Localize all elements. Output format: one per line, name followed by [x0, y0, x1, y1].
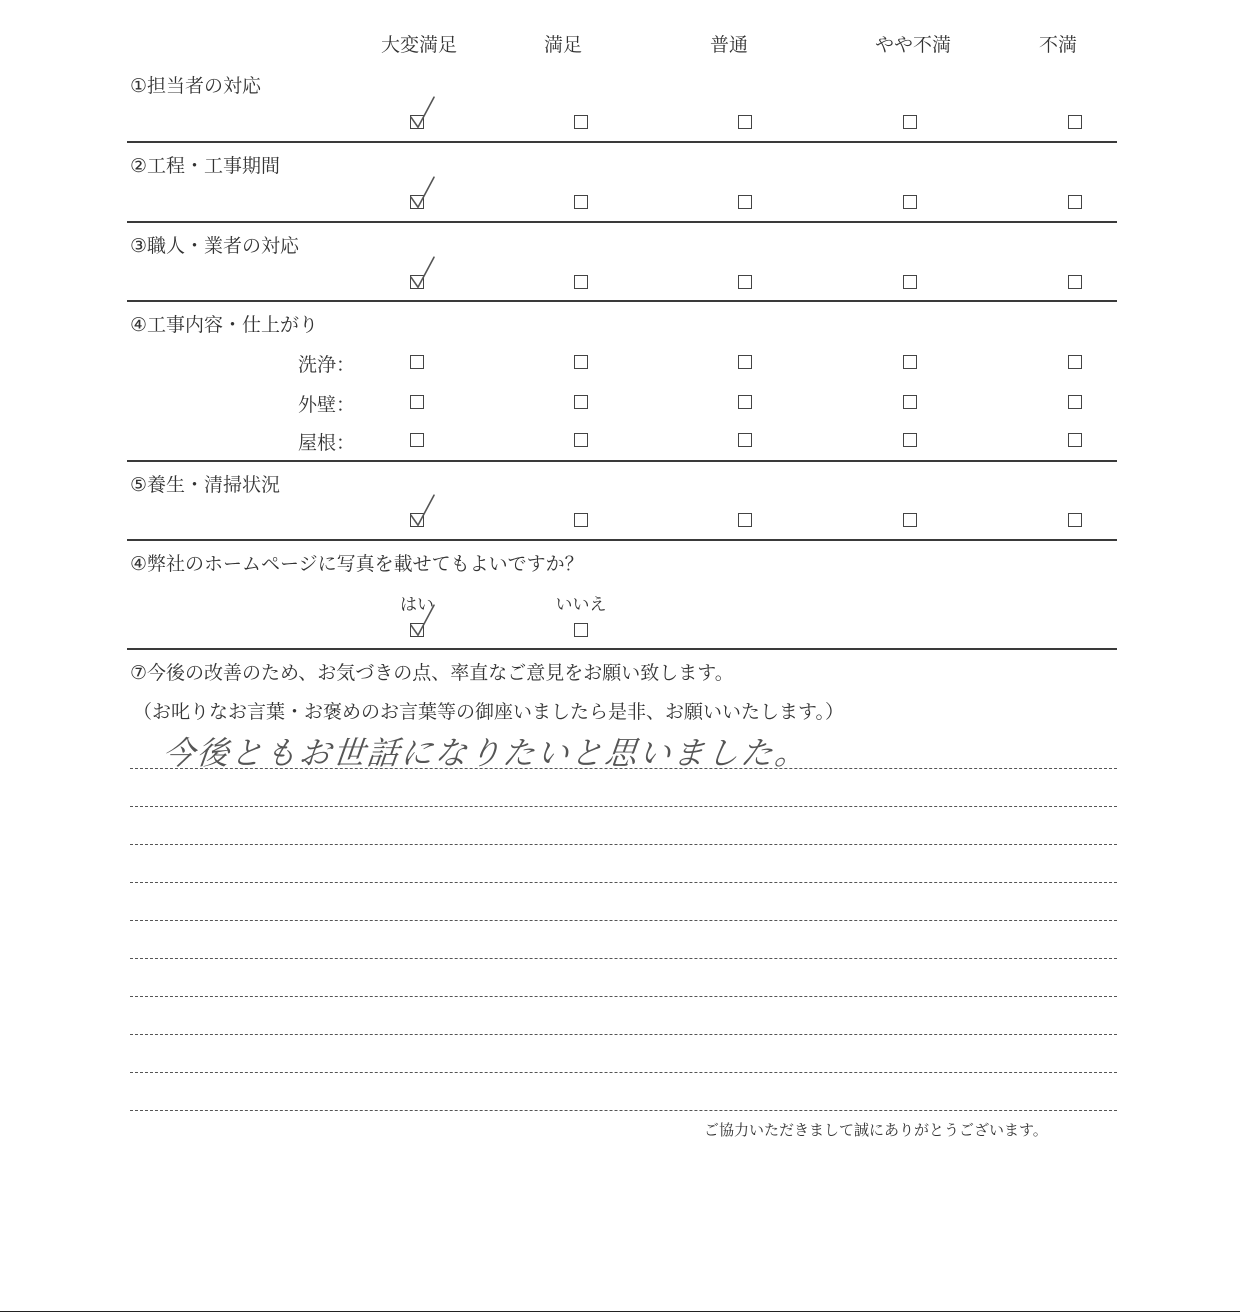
rating-checkbox[interactable]: [903, 433, 917, 447]
rating-checkbox[interactable]: [574, 275, 588, 289]
section-2-title: ②工程・工事期間: [130, 155, 281, 177]
rating-checkbox[interactable]: [903, 115, 917, 129]
answer-line: [130, 844, 1117, 845]
rating-checkbox[interactable]: [1068, 513, 1082, 527]
header-very-satisfied: 大変満足: [380, 34, 458, 56]
rating-checkbox[interactable]: [903, 395, 917, 409]
rating-checkbox[interactable]: [903, 195, 917, 209]
option-no-checkbox[interactable]: [574, 623, 588, 637]
rating-checkbox[interactable]: [410, 195, 424, 209]
page-bottom-edge: [0, 1311, 1240, 1312]
rating-checkbox[interactable]: [574, 433, 588, 447]
section-7-title: ⑦今後の改善のため、お気づきの点、率直なご意見をお願い致します。: [130, 662, 734, 684]
answer-line: [130, 882, 1117, 883]
section-1-title: ①担当者の対応: [130, 75, 262, 97]
rating-checkbox[interactable]: [738, 195, 752, 209]
rating-checkbox[interactable]: [410, 115, 424, 129]
option-yes-label: はい: [400, 595, 434, 615]
rating-checkbox[interactable]: [903, 355, 917, 369]
answer-line: [130, 996, 1117, 997]
rating-checkbox[interactable]: [738, 275, 752, 289]
answer-line: [130, 920, 1117, 921]
item-label-washing: 洗浄：: [297, 354, 355, 376]
rating-checkbox[interactable]: [574, 395, 588, 409]
item-label-exterior-wall: 外壁：: [297, 394, 355, 416]
option-no-label: いいえ: [555, 595, 607, 615]
item-label-roof: 屋根：: [297, 432, 355, 454]
separator: [127, 221, 1117, 223]
rating-checkbox[interactable]: [410, 395, 424, 409]
rating-checkbox[interactable]: [574, 513, 588, 527]
rating-checkbox[interactable]: [574, 355, 588, 369]
answer-line: [130, 768, 1117, 769]
rating-checkbox[interactable]: [1068, 195, 1082, 209]
rating-checkbox[interactable]: [738, 355, 752, 369]
rating-checkbox[interactable]: [738, 395, 752, 409]
rating-checkbox[interactable]: [574, 195, 588, 209]
rating-checkbox[interactable]: [738, 513, 752, 527]
rating-checkbox[interactable]: [1068, 433, 1082, 447]
header-satisfied: 満足: [543, 34, 583, 56]
header-normal: 普通: [709, 34, 749, 56]
rating-checkbox[interactable]: [410, 275, 424, 289]
answer-line: [130, 1072, 1117, 1073]
separator: [127, 460, 1117, 462]
answer-line: [130, 958, 1117, 959]
header-slightly-dissatisfied: やや不満: [874, 34, 952, 56]
answer-line: [130, 1110, 1117, 1111]
rating-checkbox[interactable]: [1068, 115, 1082, 129]
separator: [127, 648, 1117, 650]
rating-checkbox[interactable]: [738, 433, 752, 447]
rating-checkbox[interactable]: [410, 433, 424, 447]
separator: [127, 300, 1117, 302]
rating-checkbox[interactable]: [1068, 395, 1082, 409]
section-7-subtitle: （お叱りなお言葉・お褒めのお言葉等の御座いましたら是非、お願いいたします。）: [133, 701, 844, 723]
separator: [127, 141, 1117, 143]
rating-checkbox[interactable]: [574, 115, 588, 129]
rating-checkbox[interactable]: [738, 115, 752, 129]
section-6-title: ④弊社のホームページに写真を載せてもよいですか？: [130, 553, 584, 575]
header-dissatisfied: 不満: [1038, 34, 1078, 56]
section-3-title: ③職人・業者の対応: [130, 235, 300, 257]
section-5-title: ⑤養生・清掃状況: [130, 474, 281, 496]
thanks-message: ご協力いただきまして誠にありがとうございます。: [704, 1121, 1048, 1139]
handwritten-answer: 今後ともお世話になりたいと思いました。: [160, 734, 811, 772]
section-4-title: ④工事内容・仕上がり: [130, 314, 319, 336]
rating-checkbox[interactable]: [903, 513, 917, 527]
answer-line: [130, 806, 1117, 807]
answer-line: [130, 1034, 1117, 1035]
rating-checkbox[interactable]: [903, 275, 917, 289]
rating-checkbox[interactable]: [410, 355, 424, 369]
option-yes-checkbox[interactable]: [410, 623, 424, 637]
rating-checkbox[interactable]: [1068, 275, 1082, 289]
rating-checkbox[interactable]: [1068, 355, 1082, 369]
rating-checkbox[interactable]: [410, 513, 424, 527]
separator: [127, 539, 1117, 541]
